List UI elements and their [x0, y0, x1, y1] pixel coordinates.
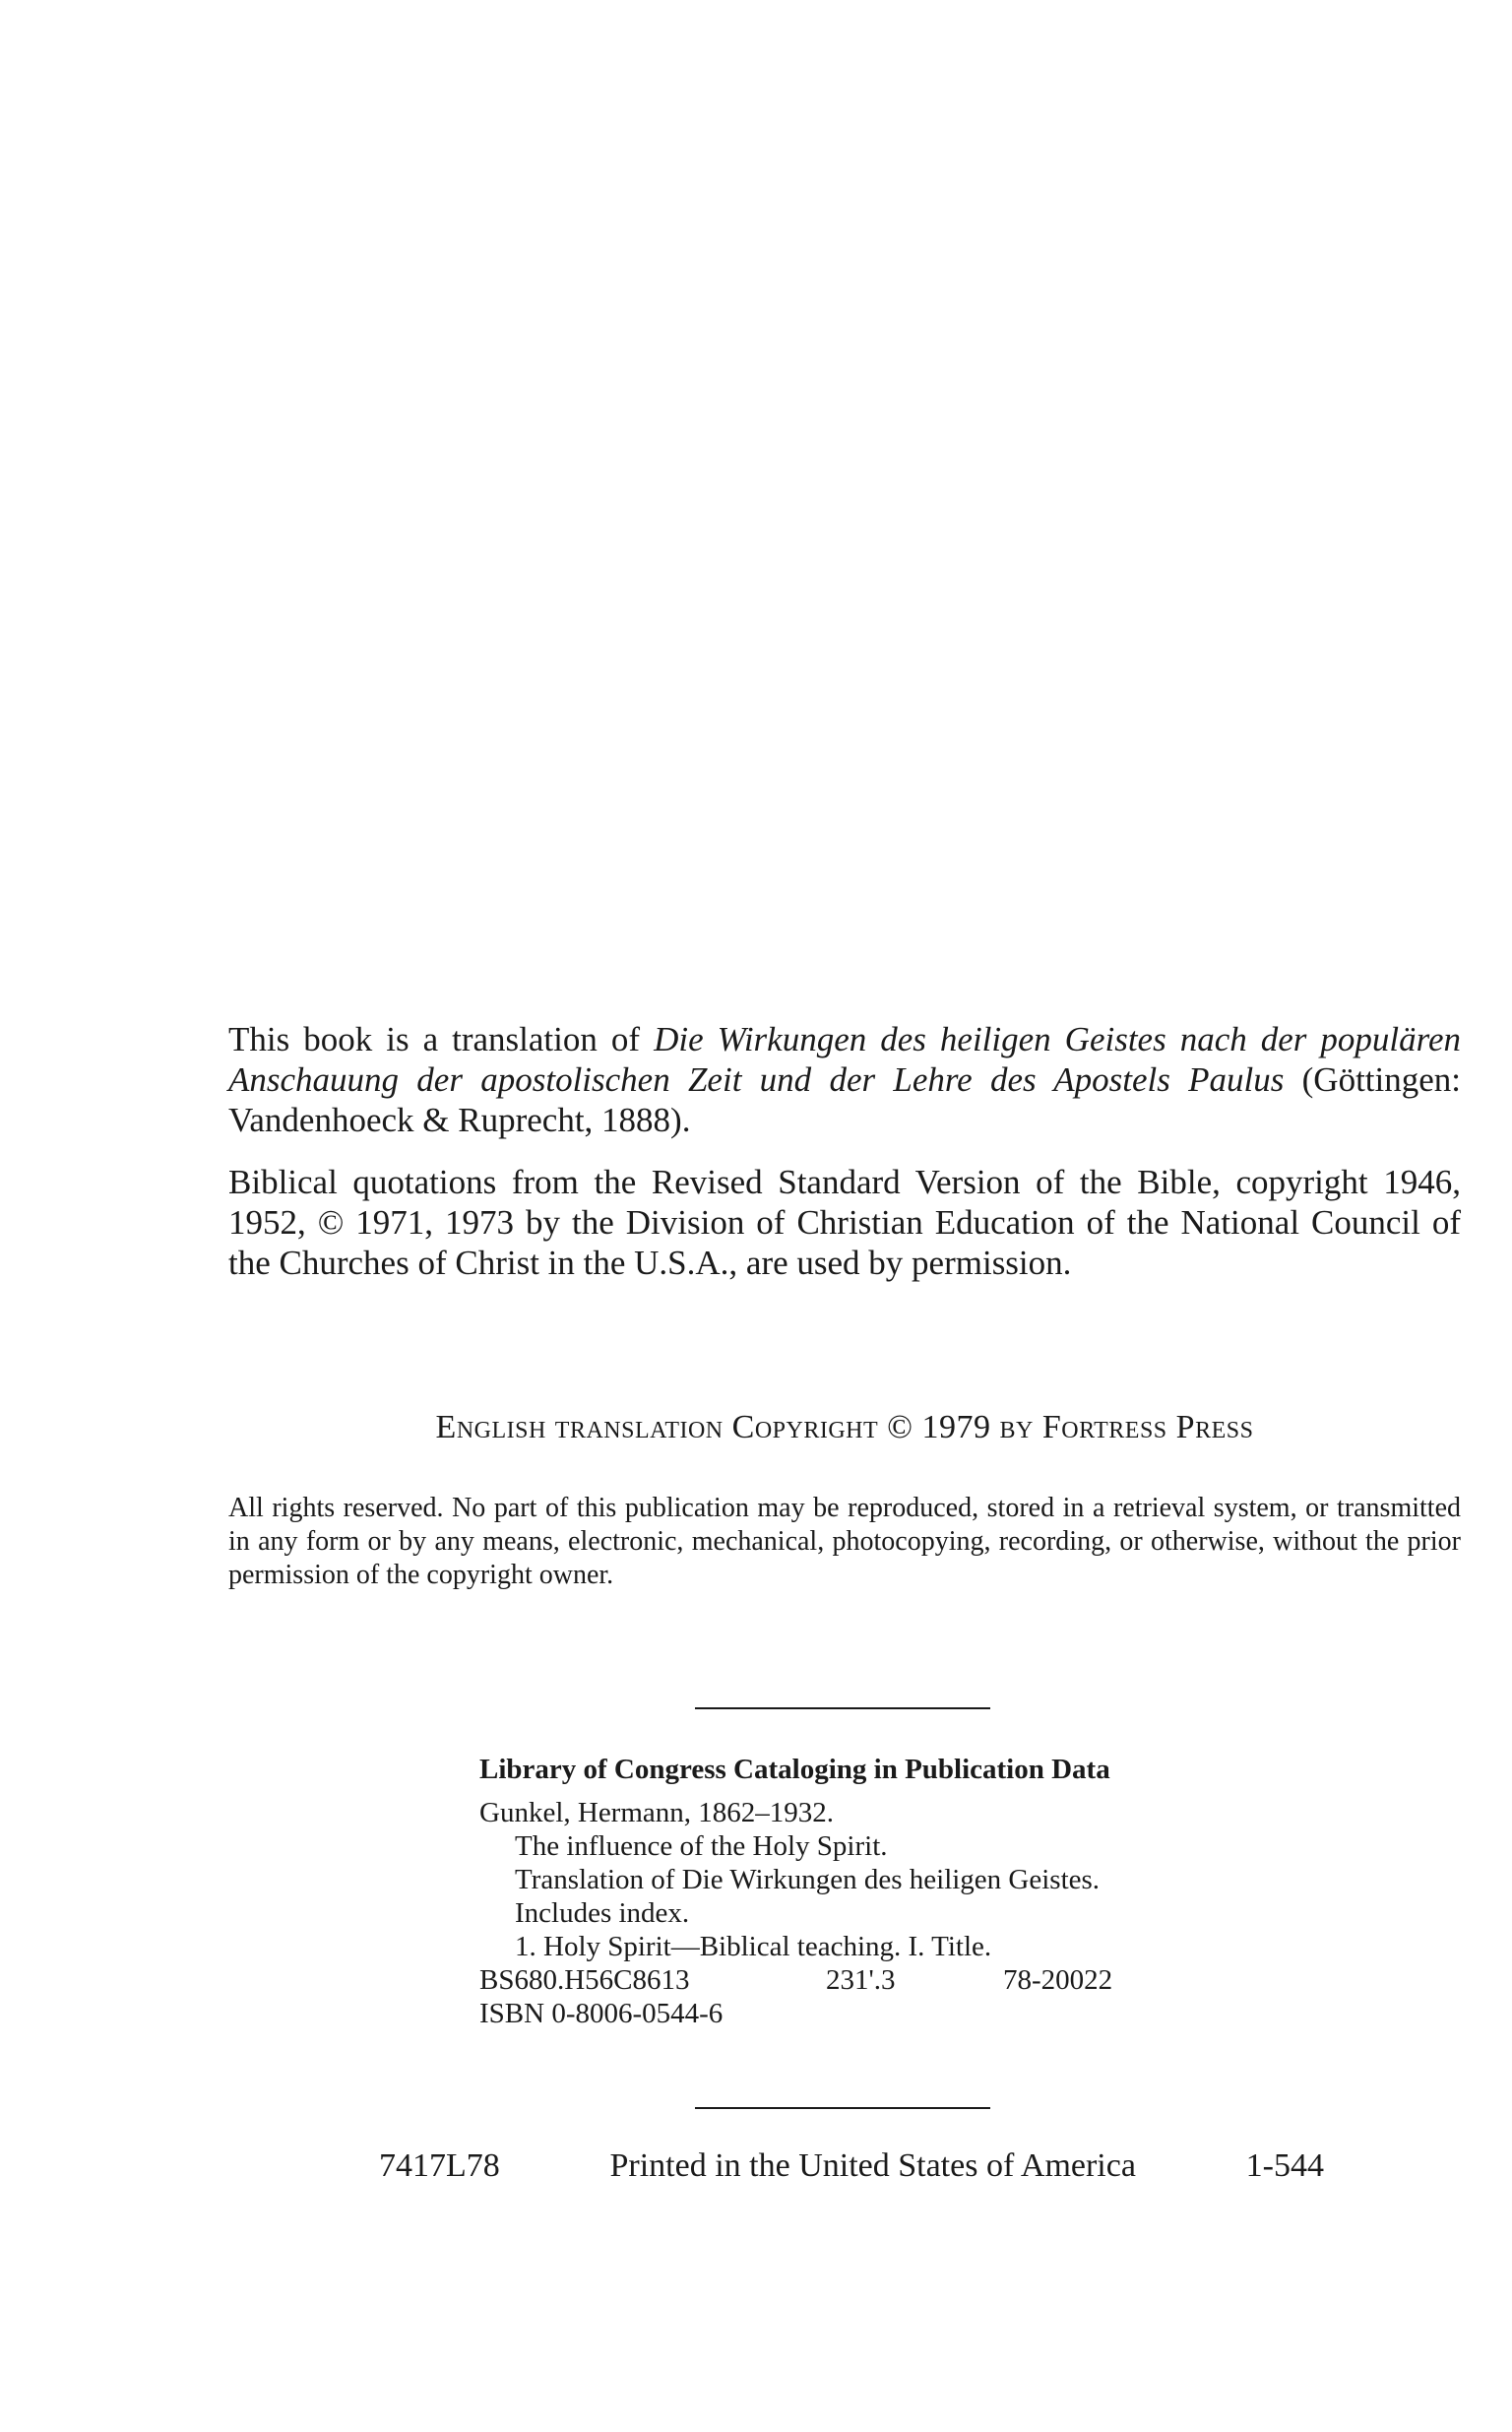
cip-subjects: 1. Holy Spirit—Biblical teaching. I. Title. — [515, 1931, 992, 1962]
cip-title: Library of Congress Cataloging in Publication Data — [479, 1754, 1110, 1785]
printing-line — [379, 2146, 1324, 2186]
cip-translation-of: Translation of Die Wirkungen des heiligen Geistes. — [515, 1864, 1101, 1895]
printed-in: Printed in the United States of America — [609, 2147, 1136, 2184]
cip-author: Gunkel, Hermann, 1862–1932. — [479, 1797, 835, 1828]
translation-note — [228, 1019, 1461, 1140]
original-title: Die Wirkungen des heiligen Geistes nach der populären Anschauung der apostolischen Zeit und der Lehre des Apostels Paulus — [228, 1020, 1461, 1099]
cip-call-number: BS680.H56C8613 — [479, 1964, 690, 1996]
rights-reserved: All rights reserved. No part of this publication may be reproduced, stored in a retrieval system, or transmitted in any form or by any means, electronic, mechanical, photocopying, recording, or otherwise, without the prior permission of the copyright owner. — [228, 1493, 1461, 1590]
impression-number: 1-544 — [1245, 2147, 1324, 2184]
translation-block — [228, 1019, 1461, 1283]
translation-prefix: This book is a translation of — [228, 1020, 655, 1058]
cip-index-note: Includes index. — [515, 1897, 690, 1929]
divider-top — [695, 1707, 990, 1709]
original-publication: (Göttingen: Vandenhoeck & Ruprecht, 1888). — [228, 1060, 1462, 1139]
divider-bottom — [695, 2107, 990, 2109]
bible-permission: Biblical quotations from the Revised Standard Version of the Bible, copyright 1946, 1952, © 1971, 1973 by the Division of Christian Education of the National Council of the Churches of Christ in the U.S.A., are used by permission. — [228, 1163, 1461, 1282]
cip-lccn: 78-20022 — [1003, 1964, 1113, 1996]
cip-dewey: 231'.3 — [826, 1964, 896, 1996]
cip-isbn: ISBN 0-8006-0544-6 — [479, 1998, 724, 2029]
cip-block — [479, 1753, 1326, 2030]
cip-book-title: The influence of the Holy Spirit. — [515, 1830, 888, 1862]
printing-code: 7417L78 — [379, 2147, 500, 2184]
cip-classification — [479, 1963, 1326, 1997]
copyright-line: English translation Copyright © 1979 by Fortress Press — [435, 1409, 1254, 1445]
